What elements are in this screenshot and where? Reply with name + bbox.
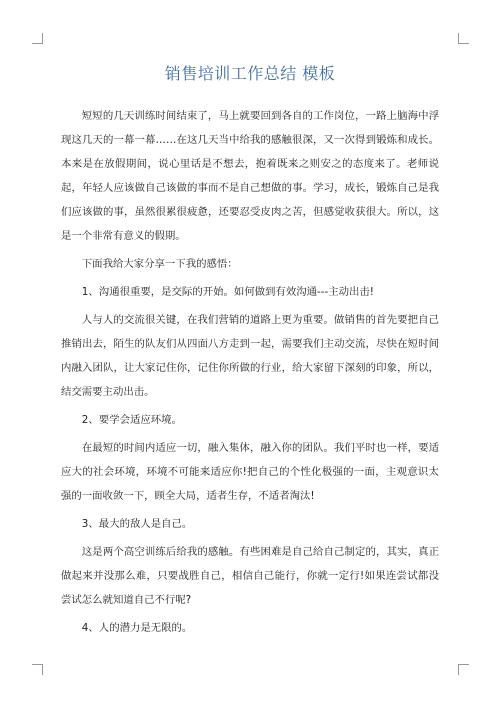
- crop-mark-top-left: [32, 33, 43, 44]
- crop-mark-top-right: [458, 33, 469, 44]
- heading-point-4: 4、人的潜力是无限的。: [81, 622, 193, 634]
- heading-point-2: 2、要学会适应环境。: [81, 414, 182, 426]
- paragraph-point-2: 在最短的时间内适应一切，融入集体，融入你的团队。我们平时也一样，要适应大的社会环境，环境不可能来适应你!把自己的个性化极强的一面，主观意识太强的一面收敛一下，顾全大局，适者生存，不适者淘汰!: [61, 442, 439, 502]
- paragraph-point-3: 这是两个高空训练后给我的感触。有些困难是自己给自己制定的，其实，真正做起来并没那么难，只要战胜自己，相信自己能行，你就一定行!如果连尝试都没尝试怎么就知道自己不行呢?: [61, 546, 439, 606]
- paragraph-share-intro: 下面我给大家分享一下我的感悟：: [81, 258, 238, 270]
- paragraph-intro: 短短的几天训练时间结束了，马上就要回到各自的工作岗位，一路上脑海中浮现这几天的一幕一幕……在这几天当中给我的感触很深，又一次得到锻炼和成长。本来是在放假期间，说心里话是不想去，抱着既来之则安之的态度来了。老师说起，年轻人应该做自己该做的事而不是自己想做的事。学习，成长，锻炼自己是我们应该做的事，虽然很累很疲惫，还要忍受皮肉之苦，但感觉收获很大。所以，这是一个非常有意义的假期。: [61, 110, 439, 242]
- crop-mark-bottom-left: [32, 664, 43, 675]
- heading-point-3: 3、最大的敌人是自己。: [81, 518, 193, 530]
- crop-mark-bottom-right: [458, 664, 469, 675]
- document-title: 销售培训工作总结 模板: [164, 64, 336, 83]
- heading-point-1: 1、沟通很重要，是交际的开始。如何做到有效沟通---主动出击!: [81, 286, 374, 298]
- document-body: [61, 104, 439, 644]
- paragraph-point-1: 人与人的交流很关键，在我们营销的道路上更为重要。做销售的首先要把自己推销出去，陌生的队友们从四面八方走到一起，需要我们主动交流，尽快在短时间内融入团队，让大家记住你，记住你所做的行业，给大家留下深刻的印象，所以，结交需要主动出击。: [61, 314, 439, 398]
